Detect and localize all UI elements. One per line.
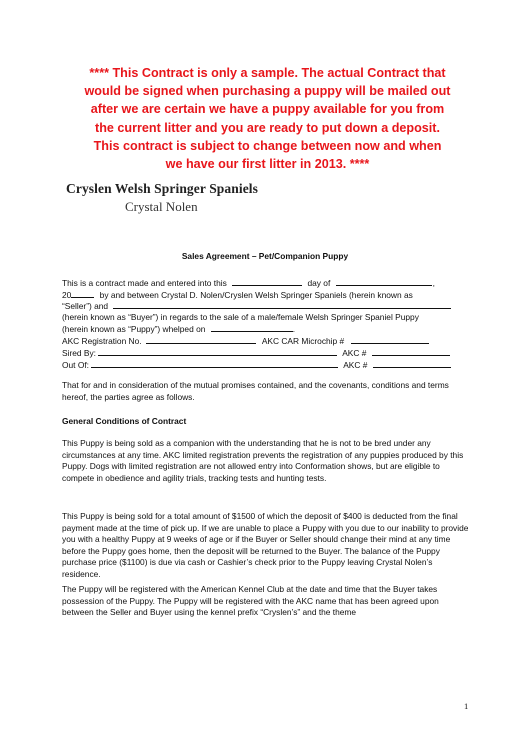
dam-akc-label: AKC #	[343, 360, 368, 370]
contract-text: by and between Crystal D. Nolen/Cryslen Welsh Springer Spaniels (herein known as	[99, 290, 413, 300]
notice-line: we have our first litter in 2013. ****	[165, 157, 370, 172]
price-paragraph: This Puppy is being sold for a total amount of $1500 of which the deposit of $400 is deducted from the final payment made at the time of pick up. If we are unable to place a Puppy with you due to our inability to provide you with a healthy Puppy at 9 weeks of age or if the Buyer or Seller should change their mind at any time before the Puppy goes home, then the deposit will be returned to the Buyer. The balance of the Puppy purchase price ($1100) is due via cash or Cashier’s check prior to the Puppy leaving Crystal Nolen’s residence.	[62, 511, 469, 579]
agreement-title: Sales Agreement – Pet/Companion Puppy	[181, 251, 349, 261]
notice-line: This contract is subject to change between now and when	[93, 138, 442, 153]
akc-registration-label: AKC Registration No.	[62, 336, 142, 346]
dam-akc-blank[interactable]	[373, 359, 451, 368]
day-blank[interactable]	[232, 277, 302, 286]
contract-text: 20	[62, 290, 72, 300]
page-number: 1	[464, 701, 469, 711]
akc-registration-blank[interactable]	[146, 335, 256, 344]
contract-line-whelped	[62, 323, 295, 334]
sire-akc-blank[interactable]	[372, 347, 450, 356]
notice-line: **** This Contract is only a sample. The actual Contract that	[89, 66, 446, 80]
dam-blank[interactable]	[91, 359, 338, 368]
contract-line-puppy	[62, 312, 419, 322]
akc-microchip-label: AKC CAR Microchip #	[261, 336, 345, 346]
contract-text: (herein known as “Puppy”) whelped on	[62, 324, 206, 334]
general-conditions-heading: General Conditions of Contract	[62, 416, 187, 426]
year-blank[interactable]	[71, 289, 94, 298]
contract-text: ,	[432, 278, 435, 288]
registration-paragraph: The Puppy will be registered with the American Kennel Club at the date and time that the Buyer takes possession of the Puppy. The Puppy will be registered with the AKC name that has been agreed upon between the Seller and Buyer using the kennel prefix “Cryslen’s” and the theme	[62, 584, 439, 617]
notice-line: would be signed when purchasing a puppy will be mailed out	[84, 84, 451, 99]
sired-by-row	[62, 347, 450, 358]
out-of-row	[62, 359, 451, 370]
sire-akc-label: AKC #	[342, 348, 367, 358]
contract-text: This is a contract made and entered into this	[62, 278, 227, 288]
contract-text: day of	[307, 278, 331, 288]
contract-text: (herein known as “Buyer”) in regards to the sale of a male/female Welsh Springer Spaniel Puppy	[62, 312, 419, 322]
kennel-name: Cryslen Welsh Springer Spaniels	[66, 181, 259, 196]
sired-by-label: Sired By:	[62, 348, 96, 358]
contract-line-year	[62, 289, 413, 300]
sample-contract-notice	[40, 64, 495, 173]
notice-line: the current litter and you are ready to put down a deposit.	[95, 120, 440, 135]
whelp-date-blank[interactable]	[211, 323, 296, 334]
contract-text: .	[292, 324, 296, 334]
companion-paragraph: This Puppy is being sold as a companion with the understanding that he is not to be bred under any circumstances at any time. AKC limited registration prevents the registration of any puppies produced by this Puppy. Dogs with limited registration are not allowed entry into Conformation shows, but are eligible to compete in obedience and agility trials, tracking tests and hunting tests.	[62, 438, 464, 483]
month-blank[interactable]	[336, 277, 432, 286]
contract-text: “Seller”) and	[62, 301, 109, 311]
notice-line: after we are certain we have a puppy available for you from	[90, 102, 445, 117]
owner-name: Crystal Nolen	[125, 199, 198, 214]
contract-line-date	[62, 277, 435, 288]
intro-paragraph: That for and in consideration of the mutual promises contained, and the covenants, conditions and terms hereof, the parties agree as follows.	[62, 380, 449, 402]
akc-registration-row	[62, 335, 429, 346]
contract-line-buyer	[62, 300, 451, 311]
out-of-label: Out Of:	[62, 360, 89, 370]
akc-microchip-blank[interactable]	[351, 335, 429, 344]
sire-blank[interactable]	[98, 347, 337, 356]
buyer-name-blank[interactable]	[113, 300, 451, 309]
